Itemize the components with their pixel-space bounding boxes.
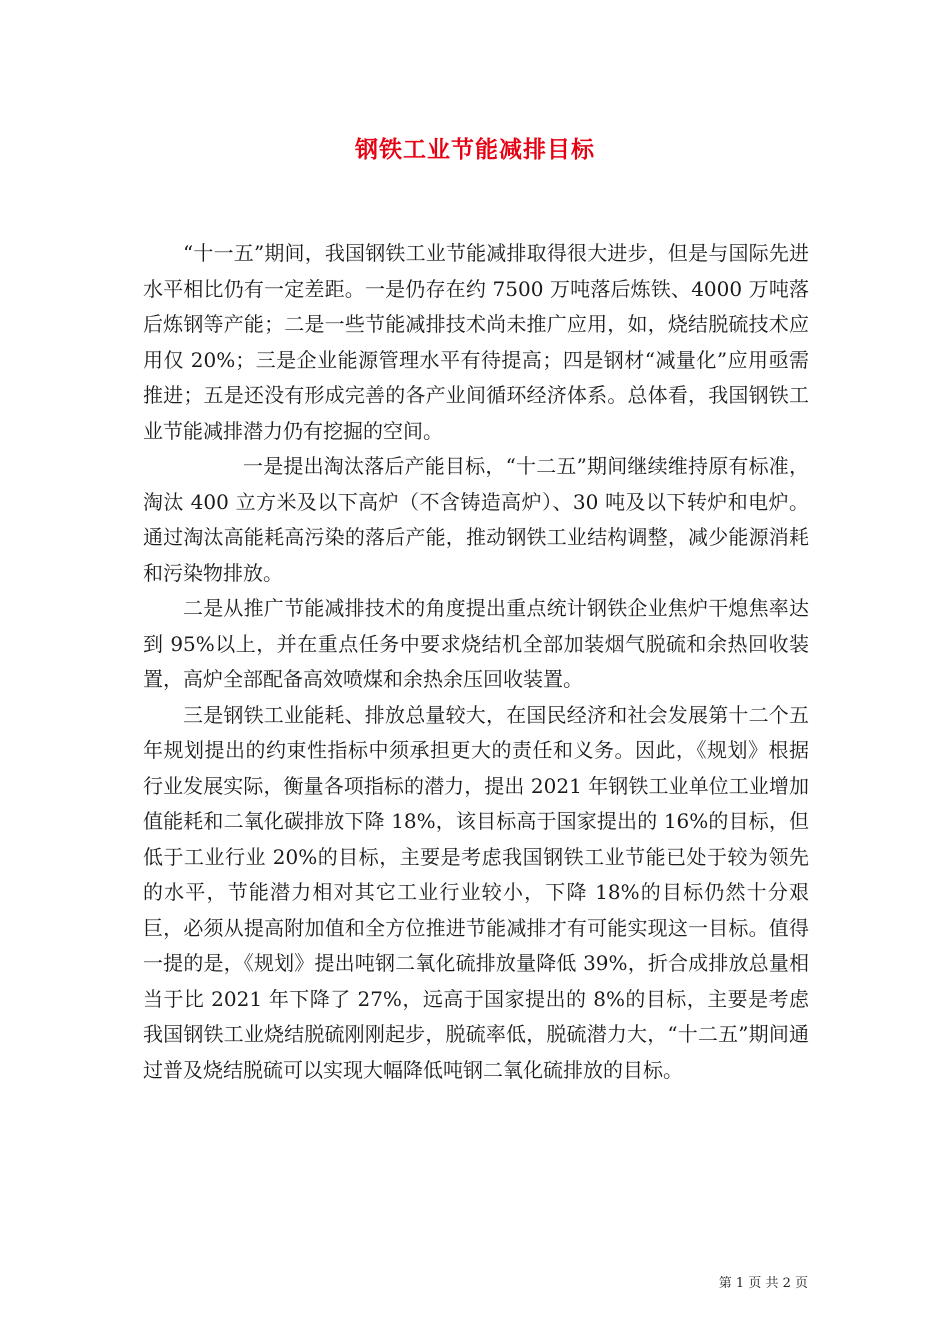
paragraph-2: 一是提出淘汰落后产能目标，“十二五”期间继续维持原有标准，淘汰 400 立方米及以下高炉（不含铸造高炉）、30 吨及以下转炉和电炉。通过淘汰高能耗高污染的落后产能，推动钢铁工业结构调整，减少能源消耗和污染物排放。	[143, 454, 809, 585]
paragraph-1: “十一五”期间，我国钢铁工业节能减排取得很大进步，但是与国际先进水平相比仍有一定差距。一是仍存在约 7500 万吨落后炼铁、4000 万吨落后炼钢等产能；二是一些节能减排技术尚未推广应用，如，烧结脱硫技术应用仅 20%；三是企业能源管理水平有待提高；四是钢材“减量化”应用亟需推进；五是还没有形成完善的各产业间循环经济体系。总体看，我国钢铁工业节能减排潜力仍有挖掘的空间。	[143, 241, 809, 443]
document-body	[143, 236, 809, 1088]
document-title: 钢铁工业节能减排目标	[355, 137, 595, 163]
page-number-footer: 第 1 页 共 2 页	[718, 1276, 808, 1291]
paragraph-4: 三是钢铁工业能耗、排放总量较大，在国民经济和社会发展第十二个五年规划提出的约束性指标中须承担更大的责任和义务。因此，《规划》根据行业发展实际，衡量各项指标的潜力，提出 2021 年钢铁工业单位工业增加值能耗和二氧化碳排放下降 18%，该目标高于国家提出的 16%的目标，但低于工业行业 20%的目标，主要是考虑我国钢铁工业节能已处于较为领先的水平，节能潜力相对其它工业行业较小，下降 18%的目标仍然十分艰巨，必须从提高附加值和全方位推进节能减排才有可能实现这一目标。值得一提的是，《规划》提出吨钢二氧化硫排放量降低 39%，折合成排放总量相当于比 2021 年下降了 27%，远高于国家提出的 8%的目标，主要是考虑我国钢铁工业烧结脱硫刚刚起步，脱硫率低，脱硫潜力大，“十二五”期间通过普及烧结脱硫可以实现大幅降低吨钢二氧化硫排放的目标。	[143, 702, 809, 1082]
paragraph-3: 二是从推广节能减排技术的角度提出重点统计钢铁企业焦炉干熄焦率达到 95%以上，并在重点任务中要求烧结机全部加装烟气脱硫和余热回收装置，高炉全部配备高效喷煤和余热余压回收装置。	[143, 596, 809, 691]
